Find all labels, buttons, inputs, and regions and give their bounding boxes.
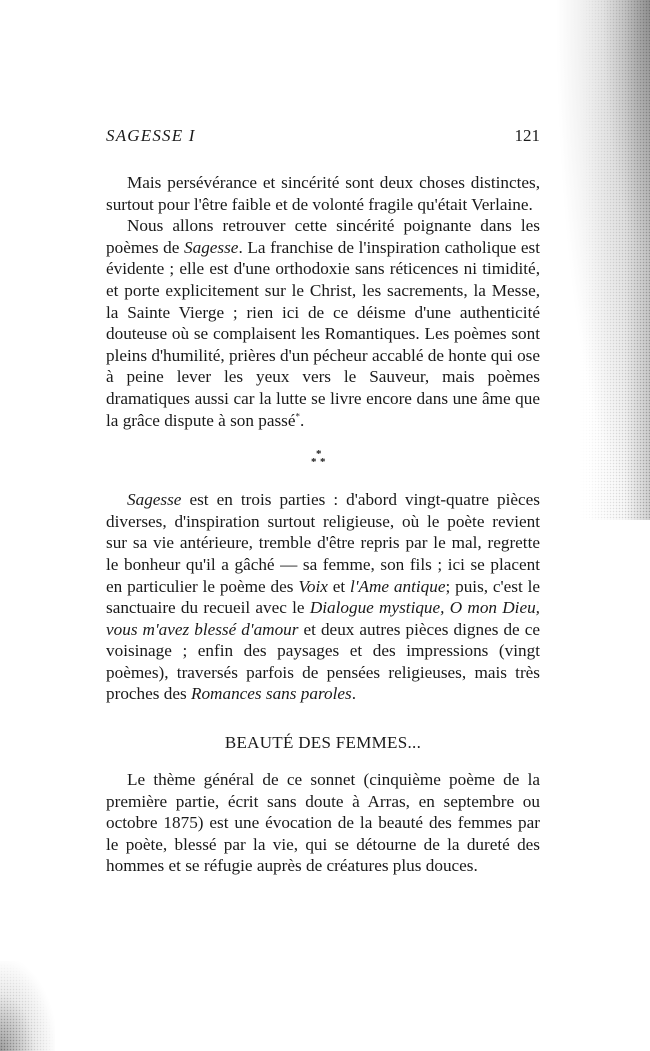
text-run: et deux autres pièces dignes de ce voisinage ; enfin des paysages et des impressions (vingt poèmes), traversés parfois de pensées religieuses, mais très proches des (106, 619, 540, 704)
asterism-star: * (311, 456, 317, 469)
book-page (106, 126, 540, 877)
text-run: ; puis, c'est le sanctuaire du recueil avec le (106, 576, 541, 618)
work-title-sagesse: Sagesse (127, 490, 182, 510)
scan-shadow-bottom-left (0, 961, 55, 1051)
paragraph-perseverance: Mais persévérance et sincérité sont deux choses distinctes, surtout pour l'être faible et de volonté fragile qu'était Verlaine. (106, 173, 540, 214)
work-title-sagesse: Sagesse (184, 237, 239, 257)
text-run: est en trois parties : d'abord vingt-quatre pièces diverses, d'inspiration surtout religieuse, où le poète revient sur sa vie antérieure, tremble d'être repris par le mal, regrette le bonheur qu'il a gâché — sa femme, son fils ; ici se placent en particulier le poème des (106, 490, 540, 596)
footnote-marker: * (295, 410, 300, 421)
text-run: et (327, 576, 351, 596)
text-run: . (351, 684, 356, 704)
running-head (106, 126, 540, 150)
text-run: . (299, 410, 305, 430)
section-heading: BEAUTÉ DES FEMMES... (224, 733, 422, 753)
asterism-star: * (320, 456, 326, 469)
work-title-romances: Romances sans paroles (190, 684, 352, 704)
paragraph-sincerite (106, 215, 540, 431)
asterism-star: * (316, 448, 322, 461)
asterism-ornament (106, 443, 540, 487)
text-run: . La franchise de l'inspiration catholique est évidente ; elle est d'une orthodoxie sans réticences ni timidité, et porte explicitement sur le Christ, les sacrements, la Messe, la Sainte Vierge ; rien ici de ce déisme d'une authenticité douteuse où se complaisent les Romantiques. Les poèmes sont pleins d'humilité, prières d'un pécheur accablé de honte qui ose à peine lever les yeux vers le Sauveur, mais poèmes dramatiques aussi car la lutte se livre encore dans une âme que la grâce dispute à son passé (106, 237, 540, 430)
paragraph-theme-general: Le thème général de ce sonnet (cinquième poème de la première partie, écrit sans doute à Arras, en septembre ou octobre 1875) est une évocation de la beauté des femmes par le poète, blessé par la vie, qui se détourne de la dureté des hommes et se réfugie auprès de créatures plus douces. (106, 770, 540, 876)
work-title-ame-antique: l'Ame antique (350, 576, 446, 596)
work-title-dialogue-mystique: Dialogue mystique, O mon Dieu, vous m'avez blessé d'amour (106, 598, 540, 639)
running-title: SAGESSE I (106, 126, 196, 145)
page-number: 121 (514, 126, 540, 145)
scan-shadow-right (555, 0, 650, 520)
work-title-voix: Voix (298, 576, 328, 596)
paragraph-trois-parties (106, 489, 540, 705)
text-run: Nous allons retrouver cette sincérité poignante dans les poèmes de (106, 216, 540, 257)
